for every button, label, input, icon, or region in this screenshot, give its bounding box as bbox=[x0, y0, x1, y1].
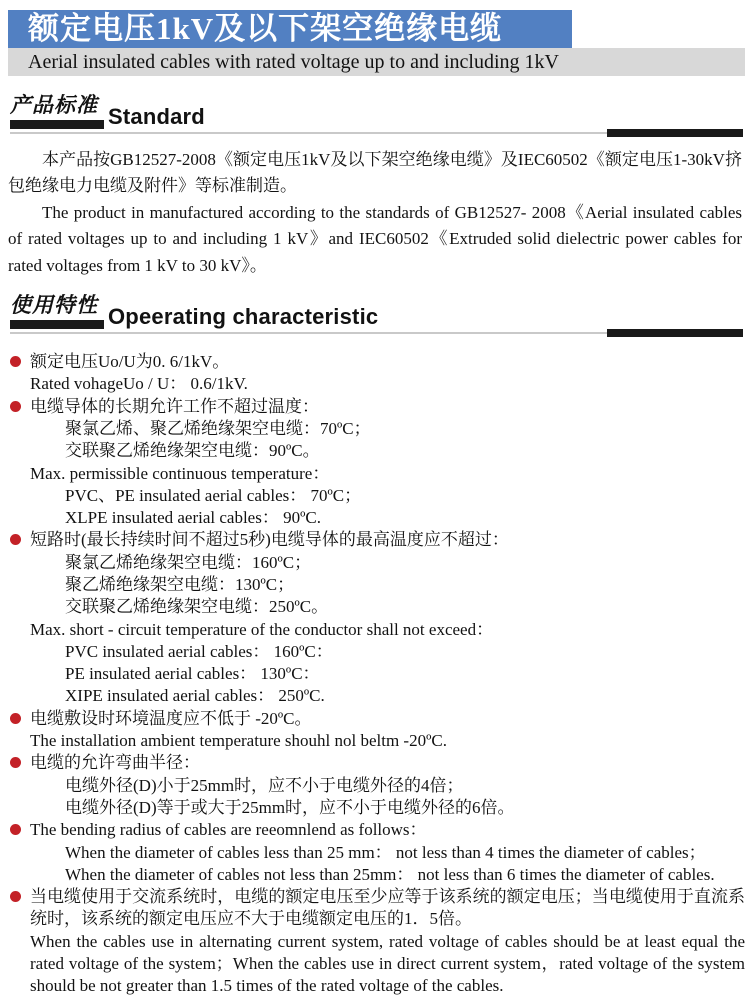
list-item-text: 聚乙烯绝缘架空电缆：130ºC； bbox=[65, 575, 295, 594]
list-item bbox=[10, 708, 745, 730]
section-title-cn: 使用特性 bbox=[10, 293, 98, 318]
section-rule-line bbox=[10, 132, 607, 134]
bullet-icon bbox=[10, 824, 21, 835]
list-item-text: 交联聚乙烯绝缘架空电缆：90ºC。 bbox=[65, 441, 320, 461]
list-item-text: 当电缆使用于交流系统时，电缆的额定电压至少应等于该系统的额定电压；当电缆使用于直流系统时，该系统的额定电压应不大于电缆额定电压的1．5倍。 bbox=[30, 887, 745, 929]
list-item bbox=[10, 931, 745, 998]
section-title-cn: 产品标准 bbox=[10, 93, 98, 117]
list-item bbox=[10, 418, 745, 440]
section-rule-line bbox=[10, 332, 607, 334]
list-item-text: 电缆敷设时环境温度应不低于 -20ºC。 bbox=[30, 708, 312, 728]
list-item-text: Max. short - circuit temperature of the conductor shall not exceed： bbox=[30, 619, 494, 639]
bullet-icon bbox=[10, 713, 21, 724]
list-item bbox=[10, 685, 745, 707]
list-item-text: 电缆外径(D)小于25mm时，应不小于电缆外径的4倍； bbox=[65, 775, 464, 795]
list-item-text: 电缆的允许弯曲半径： bbox=[30, 753, 200, 773]
list-item bbox=[10, 552, 745, 574]
bullet-icon bbox=[10, 356, 21, 367]
list-item-text: 电缆外径(D)等于或大于25mm时，应不小于电缆外径的6倍。 bbox=[65, 797, 515, 817]
list-item-text: Max. permissible continuous temperature： bbox=[30, 463, 330, 483]
characteristics-list bbox=[10, 351, 745, 998]
list-item bbox=[10, 730, 745, 752]
list-item-text: When the diameter of cables not less than 25mm： not less than 6 times the diameter of cables. bbox=[65, 864, 715, 884]
section-title-en: Standard bbox=[108, 104, 205, 129]
list-item bbox=[10, 864, 745, 886]
page-subtitle-bar bbox=[8, 48, 745, 76]
list-item bbox=[10, 619, 745, 641]
list-item bbox=[10, 886, 745, 931]
list-item bbox=[10, 396, 745, 418]
list-item-text: PE insulated aerial cables： 130ºC： bbox=[65, 664, 320, 684]
list-item bbox=[10, 529, 745, 551]
list-item bbox=[10, 641, 745, 663]
section-header-operating-characteristic bbox=[0, 293, 750, 341]
bullet-icon bbox=[10, 757, 21, 768]
list-item bbox=[10, 373, 745, 395]
list-item-text: XIPE insulated aerial cables： 250ºC. bbox=[65, 686, 325, 706]
bullet-icon bbox=[10, 891, 21, 902]
list-item-text: When the cables use in alternating current system, rated voltage of cables should be at least equal the rated voltage of the system；When the cables use in direct current system，rated voltage of the system should be not greater than 1.5 times of the rated voltage of the cables. bbox=[30, 931, 745, 996]
page-subtitle: Aerial insulated cables with rated voltage up to and including 1kV bbox=[28, 51, 559, 73]
section-header-standard bbox=[0, 93, 750, 141]
list-item bbox=[10, 463, 745, 485]
list-item-text: The installation ambient temperature shouhl nol beltm -20ºC. bbox=[30, 731, 447, 751]
standard-section-body bbox=[8, 147, 742, 279]
standard-paragraph-en: The product in manufactured according to the standards of GB12527- 2008《Aerial insulated cables of rated voltages up to and including 1 kV》and IEC60502《Extruded solid dielectric power cables for rated voltages from 1 kV to 30 kV》。 bbox=[8, 202, 742, 275]
list-item-text: 电缆导体的长期允许工作不超过温度： bbox=[30, 396, 319, 416]
standard-paragraph-cn: 本产品按GB12527-2008《额定电压1kV及以下架空绝缘电缆》及IEC60502《额定电压1-30kV挤包绝缘电力电缆及附件》等标准制造。 bbox=[8, 150, 742, 196]
list-item-text: XLPE insulated aerial cables： 90ºC. bbox=[65, 508, 321, 528]
list-item-text: PVC insulated aerial cables： 160ºC： bbox=[65, 641, 333, 661]
list-item bbox=[10, 440, 745, 462]
list-item-text: The bending radius of cables are reeomnlend as follows： bbox=[30, 820, 427, 840]
bullet-icon bbox=[10, 534, 21, 545]
section-underline-bar bbox=[10, 120, 104, 129]
section-underline-bar bbox=[10, 320, 104, 329]
section-end-bar bbox=[607, 129, 743, 137]
list-item bbox=[10, 663, 745, 685]
list-item bbox=[10, 574, 745, 596]
list-item bbox=[10, 797, 745, 819]
section-end-bar bbox=[607, 329, 743, 337]
list-item-text: 聚氯乙烯绝缘架空电缆：160ºC； bbox=[65, 552, 312, 572]
list-item-text: 短路时(最长持续时间不超过5秒)电缆导体的最高温度应不超过： bbox=[30, 530, 509, 550]
list-item-text: 交联聚乙烯绝缘架空电缆：250ºC。 bbox=[65, 597, 329, 617]
list-item-text: 聚氯乙烯、聚乙烯绝缘架空电缆：70ºC； bbox=[65, 418, 371, 438]
page-title: 额定电压1kV及以下架空绝缘电缆 bbox=[28, 11, 503, 46]
list-item bbox=[10, 351, 745, 373]
list-item-text: 额定电压Uo/U为0. 6/1kV。 bbox=[30, 352, 230, 372]
list-item bbox=[10, 485, 745, 507]
list-item bbox=[10, 819, 745, 841]
section-title-en: Opeerating characteristic bbox=[108, 304, 379, 330]
list-item-text: When the diameter of cables less than 25 mm： not less than 4 times the diameter of cables； bbox=[65, 842, 706, 862]
list-item-text: PVC、PE insulated aerial cables： 70ºC； bbox=[65, 485, 362, 505]
page-title-banner bbox=[8, 10, 572, 48]
bullet-icon bbox=[10, 401, 21, 412]
list-item bbox=[10, 596, 745, 618]
list-item bbox=[10, 842, 745, 864]
list-item bbox=[10, 752, 745, 774]
list-item bbox=[10, 507, 745, 529]
list-item bbox=[10, 775, 745, 797]
list-item-text: Rated vohageUo / U： 0.6/1kV. bbox=[30, 374, 248, 394]
